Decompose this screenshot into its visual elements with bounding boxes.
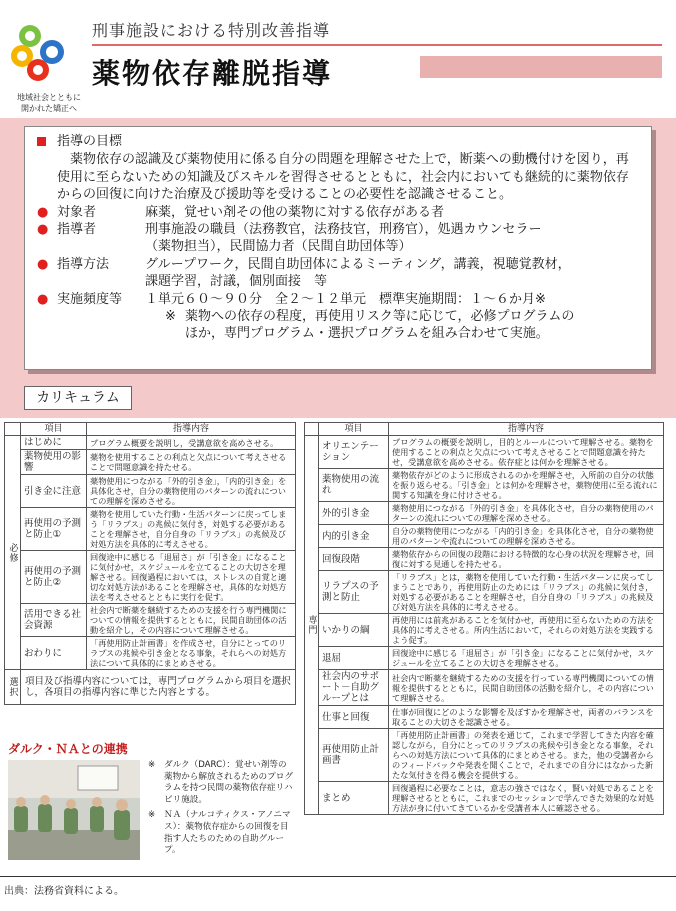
row-content: プログラム概要を説明し，受講意欲を高めさせる。 (87, 436, 296, 450)
row-item: いかりの綱 (319, 614, 389, 647)
row-content: 薬物を使用していた行動・生活パターンに戻ってしまう「リラプス」の兆候に気付き，対処する必要があることを理解させ，自分自身の「リラプス」の兆候及び対処方法を具体的に考えさせる。 (87, 508, 296, 551)
specialized-curriculum-table (304, 422, 664, 815)
table-row (305, 647, 664, 670)
darc-note: ※ ダルク（DARC）：覚せい剤等の薬物から解放されるためのプログラムを持つ民間の薬物依存症リハビリ施設。 (148, 760, 293, 805)
row-item: 社会内のサポート－自助グループとは (319, 670, 389, 706)
row-content: 回復途中に感じる「退屈さ」が「引き金」になることに気付かせ，スケジュールを立てることの大切さを理解させる。 (389, 647, 664, 670)
group-label-elective: 選択 (5, 670, 21, 705)
purpose-row-value: １単元６０～９０分 全２～１２単元 標準実施期間：１～６か月※ (145, 291, 546, 307)
row-item: 再使用防止計画書 (319, 729, 389, 782)
darc-notes (148, 760, 294, 861)
row-content: 回復途中に感じる「退屈さ」が「引き金」になることに気付かせ，スケジュールを立てることの大切さを理解させる。回復過程においては，ストレスの自覚と適切な対処方法があることを理解させ，具体的な対処方法を考えさせるとともに実行を促す。 (87, 551, 296, 604)
purpose-row (37, 273, 641, 290)
col-header-item: 項目 (319, 423, 389, 436)
purpose-row (37, 238, 641, 255)
purpose-text: 薬物依存の認識及び薬物使用に係る自分の問題を理解させた上で，断薬への動機付けを図り，再使用に至らないための知識及びスキルを習得させるとともに，社会内においても継続的に薬物依存からの回復に向けた治療及び援助等を受けることの必要性を認識させること。 (57, 152, 629, 203)
row-item: 回復段階 (319, 548, 389, 571)
row-item: はじめに (21, 436, 87, 450)
row-content: 薬物使用につながる「外的引き金」を具体化させ，自分の薬物使用のパターンの流れについての理解を深めさせる。 (389, 502, 664, 525)
purpose-row-label: 実施頻度等 (57, 291, 123, 307)
purpose-row-label: 指導方法 (57, 256, 110, 272)
row-content: 「再使用防止計画書」の発表を通じて，これまで学習してきた内容を確認しながら，自分にとってのリラプスの兆候や引き金となる事象，それらへの対処方法について具体的にまとめさせる。また，他の受講者からのフィードバックや発表を聞くことで，それまでの自分にはなかった新たな気付きを得る機会を提供する。 (389, 729, 664, 782)
purpose-note: ※ 薬物への依存の程度，再使用リスク等に応じて，必修プログラムの ほか，専門プログラム・選択プログラムを組み合わせて実施。 (165, 309, 575, 342)
purpose-row (37, 204, 641, 221)
table-row (305, 548, 664, 571)
curriculum-label: カリキュラム (24, 386, 132, 410)
group-label-required: 必修 (5, 436, 21, 670)
table-row (305, 706, 664, 729)
required-curriculum-table (4, 422, 296, 705)
circle-bullet-icon: ● (37, 204, 49, 220)
purpose-row-value: 課題学習，討議，個別面接 等 (145, 274, 328, 290)
corrections-logo (8, 22, 72, 92)
row-item: 再使用の予測と防止② (21, 551, 87, 604)
table-row (305, 502, 664, 525)
table-row (305, 614, 664, 647)
table-row (305, 436, 664, 469)
purpose-row-value: （薬物担当），民間協力者（民間自助団体等） (145, 239, 412, 255)
source-note: 出典：法務省資料による。 (4, 886, 124, 897)
table-row (305, 670, 664, 706)
table-row (5, 670, 296, 705)
row-content: 「再使用防止計画書」を作成させ，自分にとってのリラプスの兆候や引き金となる事象，それらへの対処方法について具体的にまとめさせる。 (87, 637, 296, 670)
circle-bullet-icon (37, 238, 57, 255)
row-item: 薬物使用の流れ (319, 469, 389, 502)
table-row (5, 637, 296, 670)
table-row (5, 604, 296, 637)
circle-bullet-icon: ● (37, 222, 49, 238)
table-row (305, 525, 664, 548)
row-item: リラプスの予測と防止 (319, 571, 389, 614)
purpose-row-value: 刑事施設の職員（法務教官，法務技官，刑務官），処遇カウンセラー (145, 222, 542, 238)
row-item: 内的引き金 (319, 525, 389, 548)
table-row (305, 782, 664, 815)
col-header-content: 指導内容 (87, 423, 296, 436)
row-content: 再使用には前兆があることを気付かせ，再使用に至らないための方法を具体的に考えさせる。所内生活において，それらの対処方法を実践するよう促す。 (389, 614, 664, 647)
purpose-box (24, 126, 652, 370)
row-content: 薬物依存がどのように形成されるのかを理解させ，入所前の自分の状態を振り返らせる。「引き金」とは何かを理解させ，薬物使用に至る流れに関する知識を身に付けさせる。 (389, 469, 664, 502)
row-content: 社会内で断薬を継続するための支援を行う専門機関についての情報を提供するとともに，民間自助団体の活動を紹介し，その内容について理解させる。 (87, 604, 296, 637)
col-header-item: 項目 (21, 423, 87, 436)
row-item: 退屈 (319, 647, 389, 670)
purpose-row (37, 291, 641, 308)
table-row (5, 508, 296, 551)
darc-section-title: ダルク・ＮＡとの連携 (8, 742, 128, 756)
purpose-row-label (57, 273, 145, 290)
header-accent-band (420, 56, 662, 78)
row-item: 薬物使用の影響 (21, 450, 87, 475)
circle-bullet-icon (37, 273, 57, 290)
table-row (305, 469, 664, 502)
col-header-content: 指導内容 (389, 423, 664, 436)
table-row (305, 571, 664, 614)
elective-text: 項目及び指導内容については，専門プログラムから項目を選択し，各項目の指導内容に準じた内容とする。 (21, 670, 296, 705)
row-content: 仕事が回復にどのような影響を及ぼすかを理解させ，両者のバランスを取ることの大切さを認識させる。 (389, 706, 664, 729)
row-item: 外的引き金 (319, 502, 389, 525)
row-item: 仕事と回復 (319, 706, 389, 729)
circle-bullet-icon: ● (37, 256, 49, 272)
row-content: 薬物使用につながる「外的引き金」，「内的引き金」を具体化させ，自分の薬物使用のパターンの流れについての理解を深めさせる。 (87, 475, 296, 508)
row-content: プログラムの概要を説明し，目的とルールについて理解させる。薬物を使用することの利点と欠点について考えさせることで問題意識を持たせ，受講意欲を高めさせる。依存症とは何かを理解させる。 (389, 436, 664, 469)
page-subtitle: 刑事施設における特別改善指導 (92, 21, 331, 40)
row-content: 薬物依存からの回復の段階における特徴的な心身の状況を理解させ，回復に対する見通しを持たせる。 (389, 548, 664, 571)
row-content: 自分の薬物使用につながる「内的引き金」を具体化させ，自分の薬物使用のパターンや流れについての理解を深めさせる。 (389, 525, 664, 548)
header-divider (92, 44, 662, 46)
row-item: 再使用の予測と防止① (21, 508, 87, 551)
table-row (5, 551, 296, 604)
group-meeting-photo (8, 760, 140, 860)
purpose-row-label: 対象者 (57, 204, 97, 220)
purpose-row (37, 256, 641, 273)
row-item: 活用できる社会資源 (21, 604, 87, 637)
circle-bullet-icon: ● (37, 291, 49, 307)
purpose-row-label: 指導者 (57, 222, 97, 238)
na-note: ※ ＮＡ（ナルコティクス・アノニマス）：薬物依存症からの回復を目指す人たちのための自助グループ。 (148, 810, 291, 856)
row-item: まとめ (319, 782, 389, 815)
table-row (5, 475, 296, 508)
row-item: 引き金に注意 (21, 475, 87, 508)
table-row (305, 729, 664, 782)
page-title: 薬物依存離脱指導 (92, 57, 333, 90)
footer-divider (0, 876, 676, 877)
purpose-row-value: 麻薬，覚せい剤その他の薬物に対する依存がある者 (145, 204, 445, 220)
row-item: おわりに (21, 637, 87, 670)
purpose-row (37, 221, 641, 238)
row-content: 社会内で断薬を継続するための支援を行っている専門機関についての情報を提供するとともに，民間自助団体の活動を紹介し，その内容について理解させる。 (389, 670, 664, 706)
logo-caption: 地域社会とともに 開かれた矯正へ (17, 93, 81, 113)
purpose-heading: 指導の目標 (57, 134, 123, 149)
group-label-specialized: 専門 (305, 436, 319, 815)
purpose-row-value: グループワーク，民間自助団体によるミーティング，講義，視聴覚教材， (145, 256, 571, 272)
table-row (5, 450, 296, 475)
row-content: 「リラプス」とは，薬物を使用していた行動・生活パターンに戻ってしまうことであり，再使用防止のためには「リラプス」の兆候に気付き，対処する必要があることを理解させ，自分自身の「リラプス」の兆候及び対処方法を具体的に考えさせる。 (389, 571, 664, 614)
square-bullet-icon (37, 133, 57, 151)
row-content: 薬物を使用することの利点と欠点について考えさせることで問題意識を持たせる。 (87, 450, 296, 475)
table-row (5, 436, 296, 450)
purpose-row-label (57, 238, 145, 255)
row-item: オリエンテーション (319, 436, 389, 469)
row-content: 回復過程に必要なことは，意志の強さではなく，賢い対処であることを理解させるとともに，これまでのセッションで学んできた効果的な対処方法が身に付いてきているかを受講者本人に確認させる。 (389, 782, 664, 815)
